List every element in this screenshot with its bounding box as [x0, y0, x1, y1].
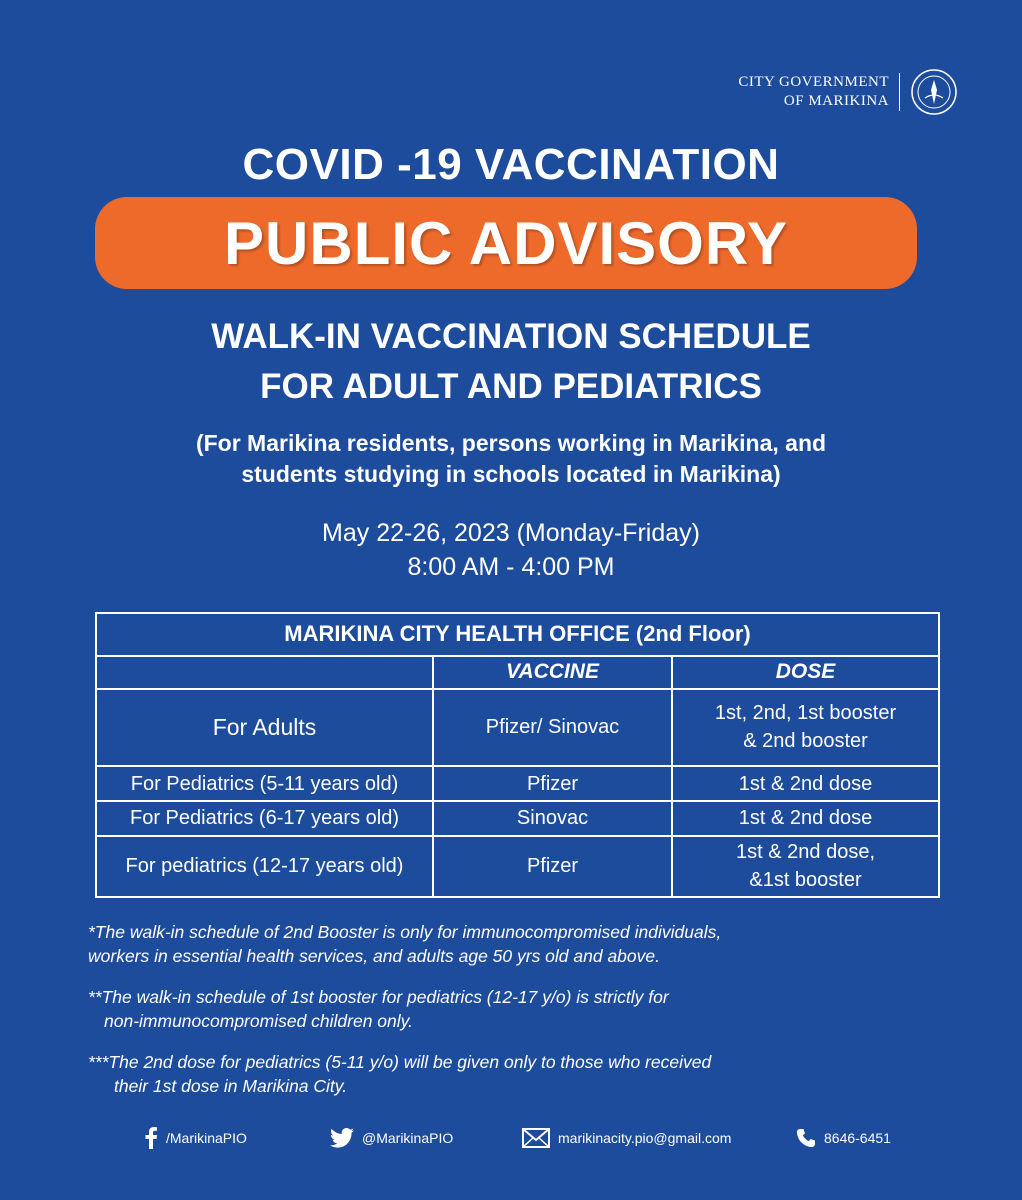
- schedule-heading-line-1: WALK-IN VACCINATION SCHEDULE: [211, 317, 811, 356]
- footnote-1-line-1: *The walk-in schedule of 2nd Booster is only for immunocompromised individuals,: [88, 922, 722, 942]
- schedule-heading-line-2: FOR ADULT AND PEDIATRICS: [260, 367, 762, 406]
- schedule-heading: [0, 312, 1022, 412]
- table-row: [96, 689, 939, 767]
- phone-contact[interactable]: [796, 1128, 891, 1148]
- page-title: COVID -19 VACCINATION: [242, 140, 780, 189]
- org-line-2: OF MARIKINA: [783, 93, 889, 109]
- vaccine-cell: Sinovac: [433, 801, 672, 836]
- group-cell: For Pediatrics (6-17 years old): [96, 801, 433, 836]
- city-government-logo: [738, 68, 958, 116]
- eligibility-line-2: students studying in schools located in Marikina): [241, 461, 781, 487]
- dose-column-header: DOSE: [672, 656, 939, 689]
- vaccine-cell: Pfizer: [433, 836, 672, 897]
- eligibility-line-1: (For Marikina residents, persons working in Marikina, and: [195, 430, 827, 456]
- twitter-handle: @MarikinaPIO: [362, 1130, 454, 1146]
- dose-cell: [672, 689, 939, 767]
- table-row: [96, 836, 939, 897]
- city-government-name: [738, 73, 900, 111]
- dose-cell: [672, 836, 939, 897]
- email-contact[interactable]: [522, 1128, 796, 1148]
- banner-text: PUBLIC ADVISORY: [224, 209, 788, 277]
- schedule-time: 8:00 AM - 4:00 PM: [407, 553, 615, 581]
- dose-line-1: 1st, 2nd, 1st booster: [714, 702, 897, 725]
- facebook-handle: /MarikinaPIO: [166, 1130, 247, 1146]
- envelope-icon: [522, 1128, 550, 1148]
- footnote-3-line-2: their 1st dose in Marikina City.: [114, 1076, 348, 1096]
- dose-line-2: &1st booster: [749, 869, 862, 892]
- footnote-2: [88, 985, 962, 1033]
- public-advisory-banner: [95, 197, 917, 289]
- org-line-1: CITY GOVERNMENT: [738, 74, 889, 90]
- footnote-2-line-2: non-immunocompromised children only.: [104, 1011, 413, 1031]
- footnote-1: [88, 920, 962, 968]
- twitter-icon: [330, 1128, 354, 1148]
- contact-footer: [144, 1127, 962, 1149]
- vaccine-column-header: VACCINE: [433, 656, 672, 689]
- table-row: [96, 766, 939, 801]
- eligibility-note: [0, 428, 1022, 490]
- schedule-datetime: [0, 516, 1022, 584]
- footnote-2-line-1: **The walk-in schedule of 1st booster for pediatrics (12-17 y/o) is strictly for: [88, 987, 669, 1007]
- phone-number: 8646-6451: [824, 1130, 891, 1146]
- schedule-date: May 22-26, 2023 (Monday-Friday): [322, 519, 700, 547]
- twitter-contact[interactable]: [330, 1128, 522, 1148]
- dose-cell: 1st & 2nd dose: [672, 766, 939, 801]
- facebook-icon: [144, 1127, 158, 1149]
- group-cell: For Pediatrics (5-11 years old): [96, 766, 433, 801]
- footnotes: [88, 920, 962, 1115]
- phone-icon: [796, 1128, 816, 1148]
- group-column-header: [96, 656, 433, 689]
- table-row: [96, 801, 939, 836]
- city-seal-icon: [910, 68, 958, 116]
- email-address: marikinacity.pio@gmail.com: [558, 1130, 732, 1146]
- group-cell: For pediatrics (12-17 years old): [96, 836, 433, 897]
- dose-line-1: 1st & 2nd dose,: [736, 841, 875, 864]
- vaccine-cell: Pfizer: [433, 766, 672, 801]
- vaccination-schedule-table: [95, 612, 940, 898]
- group-cell: For Adults: [96, 689, 433, 767]
- venue-header: MARIKINA CITY HEALTH OFFICE (2nd Floor): [96, 613, 939, 656]
- footnote-3: [88, 1050, 962, 1098]
- dose-line-2: & 2nd booster: [743, 730, 868, 753]
- vaccine-cell: Pfizer/ Sinovac: [433, 689, 672, 767]
- facebook-contact[interactable]: [144, 1127, 330, 1149]
- footnote-1-line-2: workers in essential health services, and adults age 50 yrs old and above.: [88, 946, 660, 966]
- dose-cell: 1st & 2nd dose: [672, 801, 939, 836]
- footnote-3-line-1: ***The 2nd dose for pediatrics (5-11 y/o) will be given only to those who received: [88, 1052, 712, 1072]
